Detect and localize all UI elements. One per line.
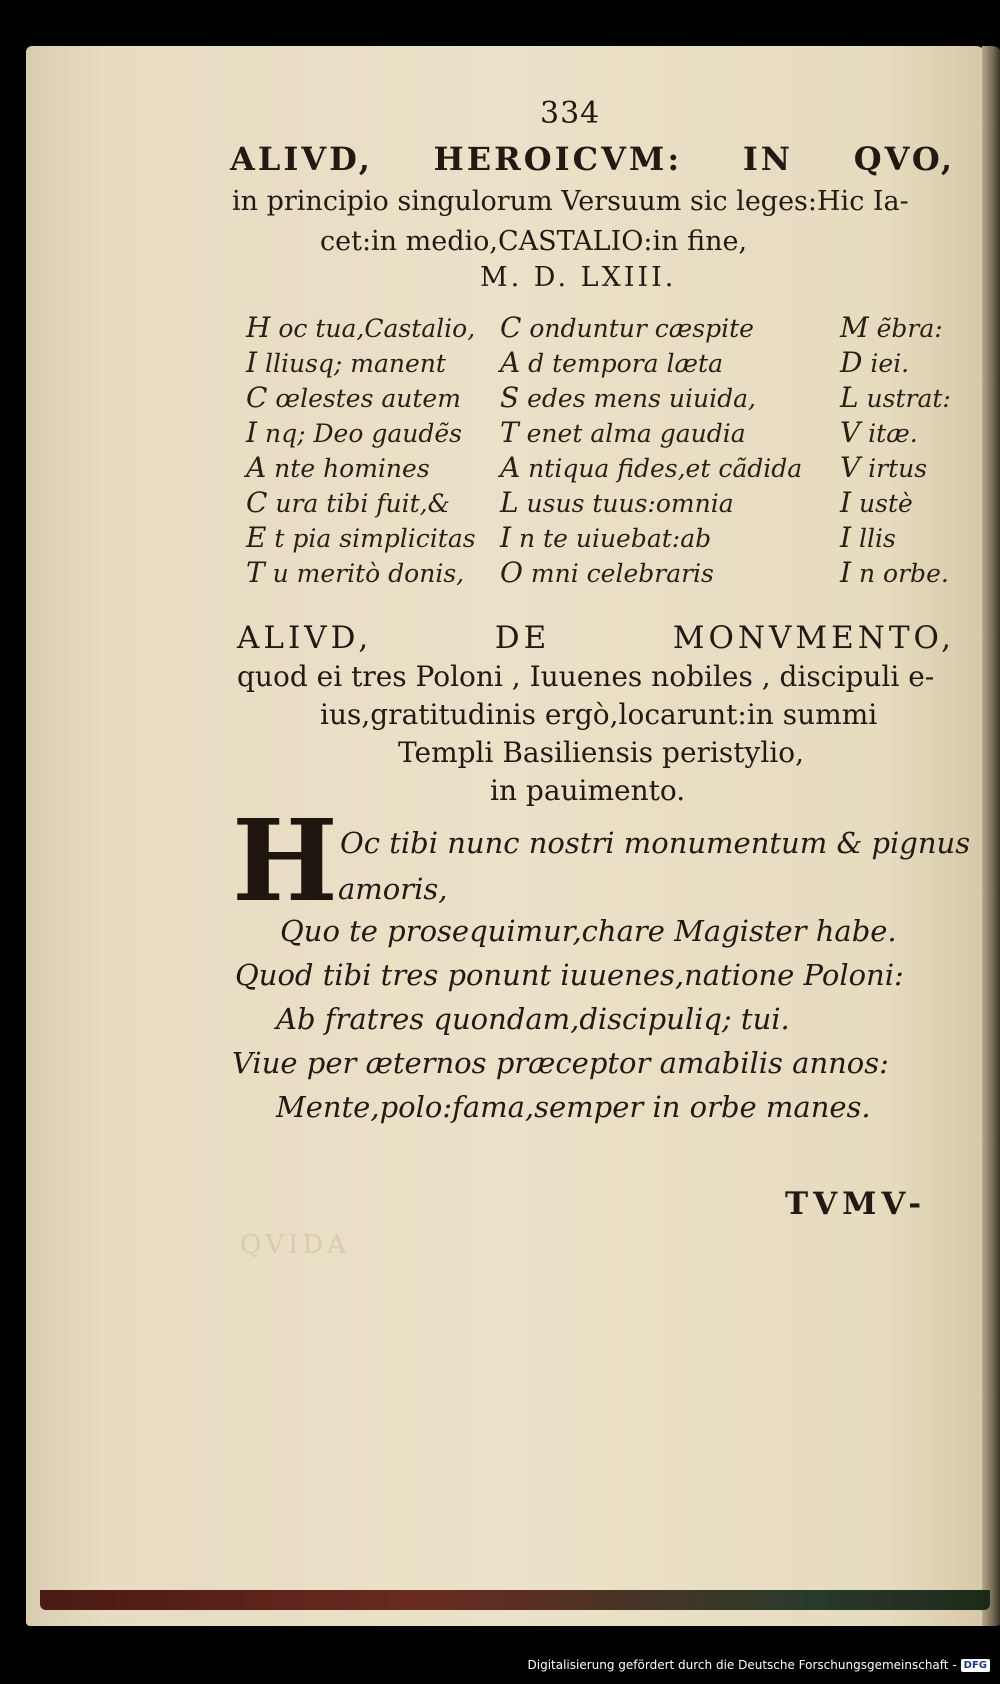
description-line: ius,gratitudinis ergò,locarunt:in summi — [320, 698, 878, 731]
dfg-logo-icon: DFG — [961, 1659, 990, 1672]
poem-line: amoris, — [338, 872, 448, 906]
page-number: 334 — [540, 96, 601, 131]
acrostic-line: L usus tuus:omnia — [500, 486, 734, 519]
poem-line: Viue per æternos præceptor amabilis annos: — [232, 1046, 889, 1080]
poem-line: Quo te prosequimur,chare Magister habe. — [280, 914, 897, 948]
catchword: TVMV- — [785, 1186, 927, 1222]
acrostic-line: E t pia simplicitas — [246, 521, 476, 554]
description-line: Templi Basiliensis peristylio, — [398, 736, 804, 769]
acrostic-column-1 — [246, 310, 476, 590]
footer-credit-text: Digitalisierung gefördert durch die Deutsche Forschungsgemeinschaft - — [527, 1658, 957, 1672]
heading-word: MONVMENTO, — [672, 620, 955, 656]
acrostic-line: L ustrat: — [840, 381, 951, 414]
heading-word: ALIVD, — [230, 140, 373, 178]
subheading-line: in principio singulorum Versuum sic leges:Hic Ia- — [232, 186, 909, 217]
poem-line: Mente,polo:fama,semper in orbe manes. — [276, 1090, 871, 1124]
subheading-date: M. D. LXIII. — [480, 262, 677, 293]
section-heading-1 — [230, 140, 955, 178]
acrostic-line: C onduntur cæspite — [500, 311, 754, 344]
subheading-line: cet:in medio,CASTALIO:in fine, — [320, 226, 748, 257]
acrostic-line: D iei. — [840, 346, 910, 379]
acrostic-line: C œlestes autem — [246, 381, 461, 414]
acrostic-line: T u meritò donis, — [246, 556, 465, 589]
heading-word: QVO, — [853, 140, 955, 178]
bleedthrough-text: QVIDA — [240, 1230, 350, 1260]
acrostic-line: A nte homines — [246, 451, 430, 484]
book-edge — [40, 1590, 990, 1610]
acrostic-column-3 — [840, 310, 951, 590]
heading-word: HEROICVM: — [433, 140, 683, 178]
acrostic-line: V itæ. — [840, 416, 918, 449]
section-heading-2 — [237, 620, 955, 656]
heading-word: DE — [494, 620, 551, 656]
poem-line: Ab fratres quondam,discipuliq; tui. — [276, 1002, 790, 1036]
acrostic-line: C ura tibi fuit,& — [246, 486, 450, 519]
acrostic-line: A ntiqua fides,et cãdida — [500, 451, 803, 484]
acrostic-line: V irtus — [840, 451, 928, 484]
acrostic-line: I n te uiuebat:ab — [500, 521, 712, 554]
poem-line: Quod tibi tres ponunt iuuenes,natione Poloni: — [235, 958, 904, 992]
acrostic-line: T enet alma gaudia — [500, 416, 746, 449]
acrostic-line: I lliusq; manent — [246, 346, 446, 379]
acrostic-line: I ustè — [840, 486, 913, 519]
acrostic-column-2 — [500, 310, 802, 590]
acrostic-line: A d tempora læta — [500, 346, 723, 379]
heading-word: IN — [742, 140, 794, 178]
acrostic-line: I n orbe. — [840, 556, 949, 589]
poem-line: Oc tibi nunc nostri monumentum & pignus — [340, 826, 971, 860]
acrostic-line: S edes mens uiuida, — [500, 381, 756, 414]
footer-credit — [528, 1658, 991, 1672]
acrostic-line: H oc tua,Castalio, — [246, 311, 476, 344]
acrostic-line: O mni celebraris — [500, 556, 714, 589]
drop-cap: H — [232, 796, 338, 927]
acrostic-line: I llis — [840, 521, 896, 554]
description-line: in pauimento. — [490, 774, 686, 807]
heading-word: ALIVD, — [237, 620, 373, 656]
acrostic-line: M ẽbra: — [840, 311, 943, 344]
description-line: quod ei tres Poloni , Iuuenes nobiles , discipuli e- — [237, 660, 935, 693]
acrostic-line: I nq; Deo gaudẽs — [246, 416, 462, 449]
